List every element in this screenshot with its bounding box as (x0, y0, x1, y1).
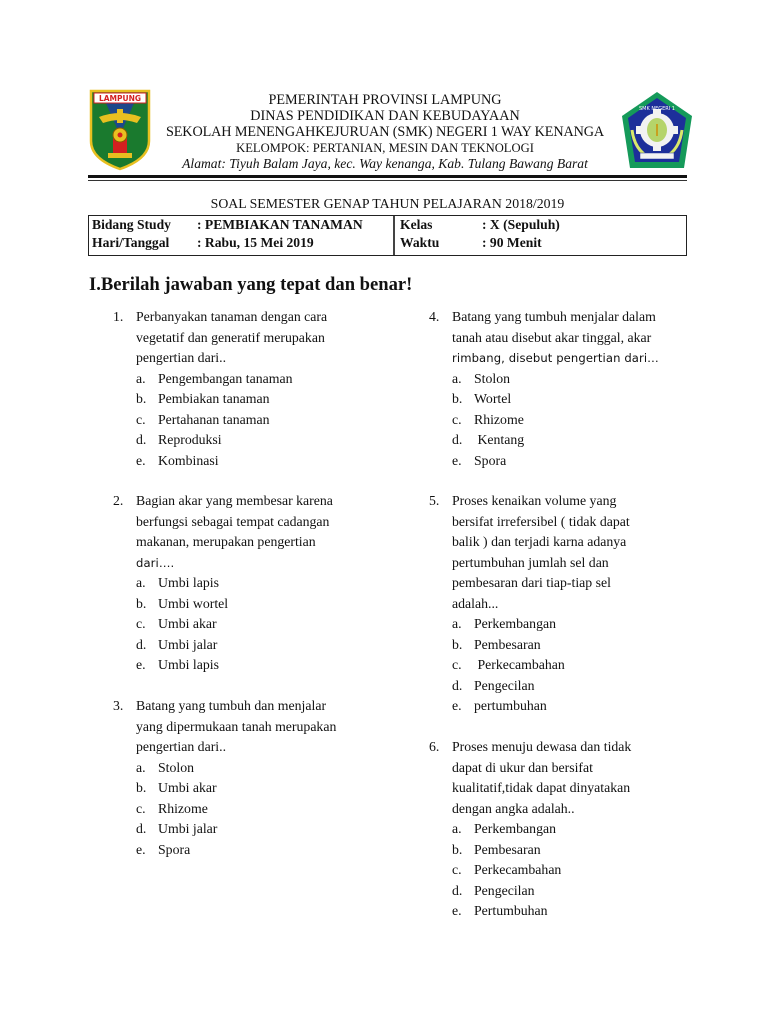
answer-option-b[interactable] (136, 594, 228, 615)
question-text-line: Bagian akar yang membesar karena (136, 493, 333, 508)
option-letter: b. (136, 391, 147, 406)
option-text: Kombinasi (158, 452, 219, 468)
option-text: Pengecilan (474, 677, 535, 693)
option-text: Stolon (158, 759, 195, 775)
option-letter: e. (452, 903, 462, 918)
question-text-line: Batang yang tumbuh dan menjalar (136, 698, 327, 713)
option-letter: b. (452, 841, 463, 857)
question-text-line: dengan angka adalah.. (452, 800, 575, 816)
answer-option-c[interactable] (452, 655, 565, 676)
option-text: Rhizome (158, 800, 208, 816)
question-text-line: dapat di ukur dan bersifat (452, 759, 593, 775)
option-text: pertumbuhan (474, 698, 547, 713)
answer-option-e[interactable] (452, 696, 547, 717)
question-text-line: balik ) dan terjadi karna adanya (452, 534, 627, 549)
question-number: 3. (113, 698, 124, 713)
class-label: Kelas (400, 217, 433, 232)
smk-school-logo (620, 90, 694, 172)
answer-option-e[interactable] (452, 901, 548, 922)
question-number: 5. (429, 493, 440, 508)
question-text-line: yang dipermukaan tanah merupakan (136, 718, 337, 734)
answer-option-d[interactable] (136, 819, 217, 840)
option-text: Spora (474, 452, 507, 468)
answer-option-a[interactable] (136, 573, 219, 594)
option-text: Umbi jalar (158, 636, 218, 652)
answer-option-e[interactable] (136, 655, 219, 676)
question-text-line: Proses kenaikan volume yang (452, 493, 617, 508)
option-letter: b. (136, 780, 147, 795)
subject-value: : PEMBIAKAN TANAMAN (197, 217, 363, 232)
answer-option-c[interactable] (136, 614, 217, 635)
question-text-line: tanah atau disebut akar tinggal, akar (452, 329, 652, 345)
question-text-line: makanan, merupakan pengertian (136, 534, 316, 549)
option-letter: c. (452, 657, 462, 672)
answer-option-c[interactable] (136, 799, 208, 820)
answer-option-d[interactable] (136, 430, 222, 451)
option-text: Perkecambahan (474, 657, 565, 672)
question-text-line: pertumbuhan jumlah sel dan (452, 554, 609, 570)
answer-option-d[interactable] (452, 881, 535, 902)
question-text-line: Proses menuju dewasa dan tidak (452, 739, 632, 754)
answer-option-a[interactable] (136, 758, 194, 779)
answer-option-a[interactable] (452, 614, 556, 635)
logo-right-label: SMK NEGERI 1 (638, 106, 676, 112)
question-number: 6. (429, 739, 440, 754)
option-letter: e. (136, 452, 146, 468)
option-text: Perkembangan (474, 821, 556, 836)
department-name: DINAS PENDIDIKAN DAN KEBUDAYAAN (250, 108, 520, 124)
question-text-line: bersifat irrefersibel ( tidak dapat (452, 513, 630, 529)
option-letter: e. (136, 841, 146, 857)
option-letter: c. (136, 616, 146, 631)
answer-option-b[interactable] (452, 635, 541, 656)
option-text: Reproduksi (158, 432, 222, 447)
answer-option-e[interactable] (136, 451, 219, 472)
answer-option-b[interactable] (452, 840, 541, 861)
lampung-province-logo (89, 89, 151, 171)
option-text: Pengembangan tanaman (158, 370, 293, 386)
answer-option-c[interactable] (452, 860, 561, 881)
option-letter: a. (452, 616, 462, 631)
question-number: 2. (113, 493, 124, 508)
option-letter: a. (136, 575, 146, 590)
question-text-line: pembesaran dari tiap-tiap sel (452, 575, 611, 590)
option-letter: d. (136, 432, 147, 447)
answer-option-b[interactable] (136, 778, 217, 799)
time-value: : 90 Menit (482, 235, 542, 250)
option-letter: d. (452, 882, 463, 898)
option-letter: c. (452, 862, 462, 877)
option-letter: d. (452, 677, 463, 693)
answer-option-a[interactable] (452, 819, 556, 840)
option-text: Spora (158, 841, 191, 857)
option-letter: b. (452, 391, 463, 406)
option-letter: c. (136, 411, 146, 427)
answer-option-e[interactable] (452, 451, 506, 472)
time-label: Waktu (400, 235, 440, 250)
exam-title: SOAL SEMESTER GENAP TAHUN PELAJARAN 2018/2019 (210, 196, 565, 211)
option-text: Stolon (474, 370, 511, 386)
answer-option-b[interactable] (136, 389, 270, 410)
option-text: Umbi akar (158, 780, 217, 795)
question-text-tail: dari…. (136, 555, 175, 570)
answer-option-d[interactable] (452, 430, 524, 451)
question-text-line: pengertian dari.. (136, 350, 227, 365)
question-text-line: berfungsi sebagai tempat cadangan (136, 513, 330, 529)
date-label: Hari/Tanggal (92, 235, 170, 250)
section-title: I.Berilah jawaban yang tepat dan benar! (89, 274, 413, 295)
option-text: Umbi jalar (158, 821, 218, 836)
class-value: : X (Sepuluh) (482, 217, 560, 232)
question-text-line: Batang yang tumbuh menjalar dalam (452, 309, 656, 324)
letterhead-rule-thick (88, 175, 687, 178)
option-letter: e. (452, 452, 462, 468)
question-number: 1. (113, 309, 124, 324)
option-text: Umbi akar (158, 616, 217, 631)
answer-option-a[interactable] (452, 369, 510, 390)
option-letter: b. (452, 636, 463, 652)
school-address: Alamat: Tiyuh Balam Jaya, kec. Way kenanga, Kab. Tulang Bawang Barat (182, 156, 588, 171)
option-letter: c. (136, 800, 146, 816)
option-text: Pertahanan tanaman (158, 411, 270, 427)
question-text-line: pengertian dari.. (136, 739, 227, 754)
info-table-divider (393, 216, 395, 255)
answer-option-e[interactable] (136, 840, 190, 861)
option-text: Pengecilan (474, 882, 535, 898)
option-letter: c. (452, 411, 462, 427)
option-text: Umbi lapis (158, 575, 219, 590)
option-text: Umbi lapis (158, 657, 219, 672)
question-text-line: Perbanyakan tanaman dengan cara (136, 309, 328, 324)
option-letter: a. (136, 370, 146, 386)
question-text-line: kualitatif,tidak dapat dinyatakan (452, 780, 631, 795)
option-letter: b. (136, 595, 147, 611)
option-letter: d. (136, 821, 147, 836)
government-name: PEMERINTAH PROVINSI LAMPUNG (268, 92, 502, 108)
answer-option-a[interactable] (136, 369, 292, 390)
subject-label: Bidang Study (92, 217, 171, 232)
answer-option-d[interactable] (452, 676, 535, 697)
option-text: Wortel (474, 391, 512, 406)
question-text-line (452, 348, 659, 369)
option-text: Umbi wortel (158, 595, 229, 611)
option-text: Pertumbuhan (474, 903, 548, 918)
letterhead (150, 92, 620, 172)
option-letter: e. (136, 657, 146, 672)
logo-left-label: LAMPUNG (98, 94, 142, 103)
option-letter: d. (452, 432, 463, 447)
question-text-tail: rimbang, disebut pengertian dari… (452, 351, 659, 365)
option-letter: a. (136, 759, 146, 775)
question-text-line: vegetatif dan generatif merupakan (136, 329, 325, 345)
option-text: Perkembangan (474, 616, 556, 631)
school-group: KELOMPOK: PERTANIAN, MESIN DAN TEKNOLOGI (236, 141, 534, 155)
exam-info-table (88, 215, 687, 256)
option-letter: a. (452, 821, 462, 836)
option-text: Pembesaran (474, 841, 541, 857)
answer-option-c[interactable] (136, 410, 269, 431)
school-name: SEKOLAH MENENGAHKEJURUAN (SMK) NEGERI 1 WAY KENANGA (165, 124, 605, 140)
question-text-line (136, 553, 174, 574)
option-letter: a. (452, 370, 462, 386)
option-letter: e. (452, 698, 462, 713)
date-value: : Rabu, 15 Mei 2019 (197, 235, 314, 250)
answer-option-b[interactable] (452, 389, 511, 410)
question-text-line: adalah... (452, 595, 499, 611)
option-text: Pembesaran (474, 636, 541, 652)
option-text: Rhizome (474, 411, 524, 427)
answer-option-d[interactable] (136, 635, 217, 656)
option-text: Perkecambahan (474, 862, 562, 877)
question-number: 4. (429, 309, 440, 324)
option-text: Pembiakan tanaman (158, 391, 270, 406)
letterhead-rule-thin (88, 180, 687, 181)
option-text: Kentang (474, 432, 525, 447)
answer-option-c[interactable] (452, 410, 524, 431)
option-letter: d. (136, 636, 147, 652)
